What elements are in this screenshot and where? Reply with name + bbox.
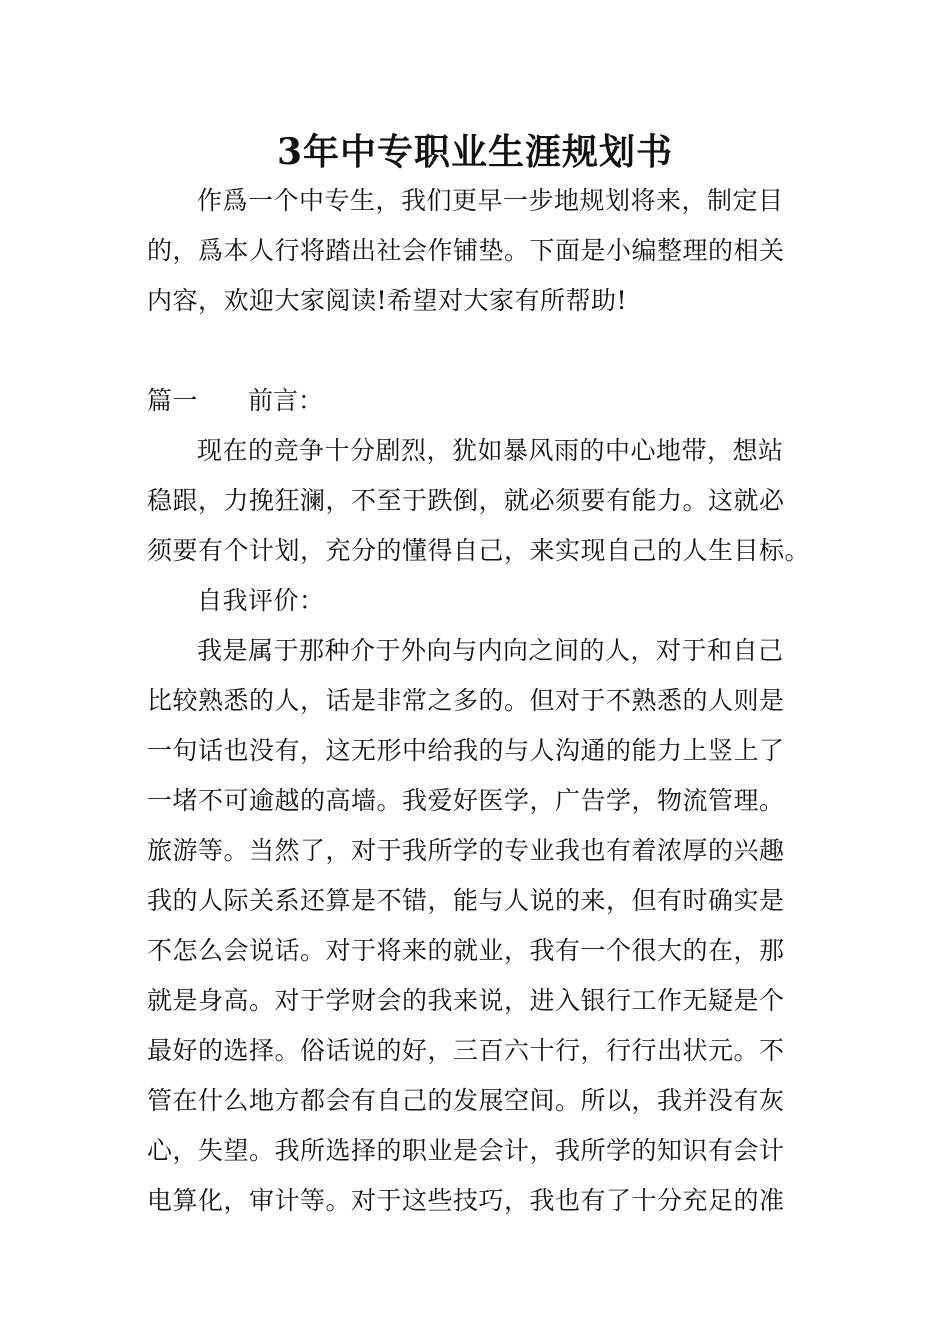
self-eval-line-2: 比较熟悉的人，话是非常之多的。但对于不熟悉的人则是 (147, 686, 785, 715)
intro-line-2: 的，爲本人行将踏出社会作铺垫。下面是小编整理的相关 (147, 236, 785, 265)
intro-line-1: 作爲一个中专生，我们更早一步地规划将来，制定目 (197, 186, 784, 215)
document-title: 3年中专职业生涯规划书 (276, 131, 674, 173)
section-label: 篇一 (147, 386, 199, 415)
section-heading: 前言： (248, 386, 324, 415)
self-eval-line-6: 我的人际关系还算是不错，能与人说的来，但有时确实是 (147, 886, 785, 915)
self-eval-line-9: 最好的选择。俗话说的好，三百六十行，行行出状元。不 (147, 1036, 785, 1065)
intro-line-3: 内容，欢迎大家阅读!希望对大家有所帮助! (147, 286, 628, 315)
self-eval-line-4: 一堵不可逾越的高墙。我爱好医学，广告学，物流管理。 (147, 786, 785, 815)
self-eval-line-3: 一句话也没有，这无形中给我的与人沟通的能力上竖上了 (147, 736, 785, 765)
preface-line-3: 须要有个计划，充分的懂得自己，来实现自己的人生目标。 (147, 536, 811, 565)
self-eval-line-10: 管在什么地方都会有自己的发展空间。所以，我并没有灰 (147, 1086, 785, 1115)
self-eval-line-7: 不怎么会说话。对于将来的就业，我有一个很大的在，那 (147, 936, 785, 965)
preface-line-2: 稳跟，力挽狂澜，不至于跌倒，就必须要有能力。这就必 (147, 486, 785, 515)
self-eval-line-5: 旅游等。当然了，对于我所学的专业我也有着浓厚的兴趣 (147, 836, 785, 865)
preface-line-1: 现在的竞争十分剧烈，犹如暴风雨的中心地带，想站 (197, 436, 784, 465)
self-eval-line-12: 电算化，审计等。对于这些技巧，我也有了十分充足的准 (147, 1186, 785, 1215)
self-eval-line-1: 我是属于那种介于外向与内向之间的人，对于和自己 (197, 636, 784, 665)
self-eval-heading: 自我评价： (197, 586, 325, 615)
self-eval-line-8: 就是身高。对于学财会的我来说，进入银行工作无疑是个 (147, 986, 785, 1015)
self-eval-line-11: 心，失望。我所选择的职业是会计，我所学的知识有会计 (147, 1136, 785, 1165)
